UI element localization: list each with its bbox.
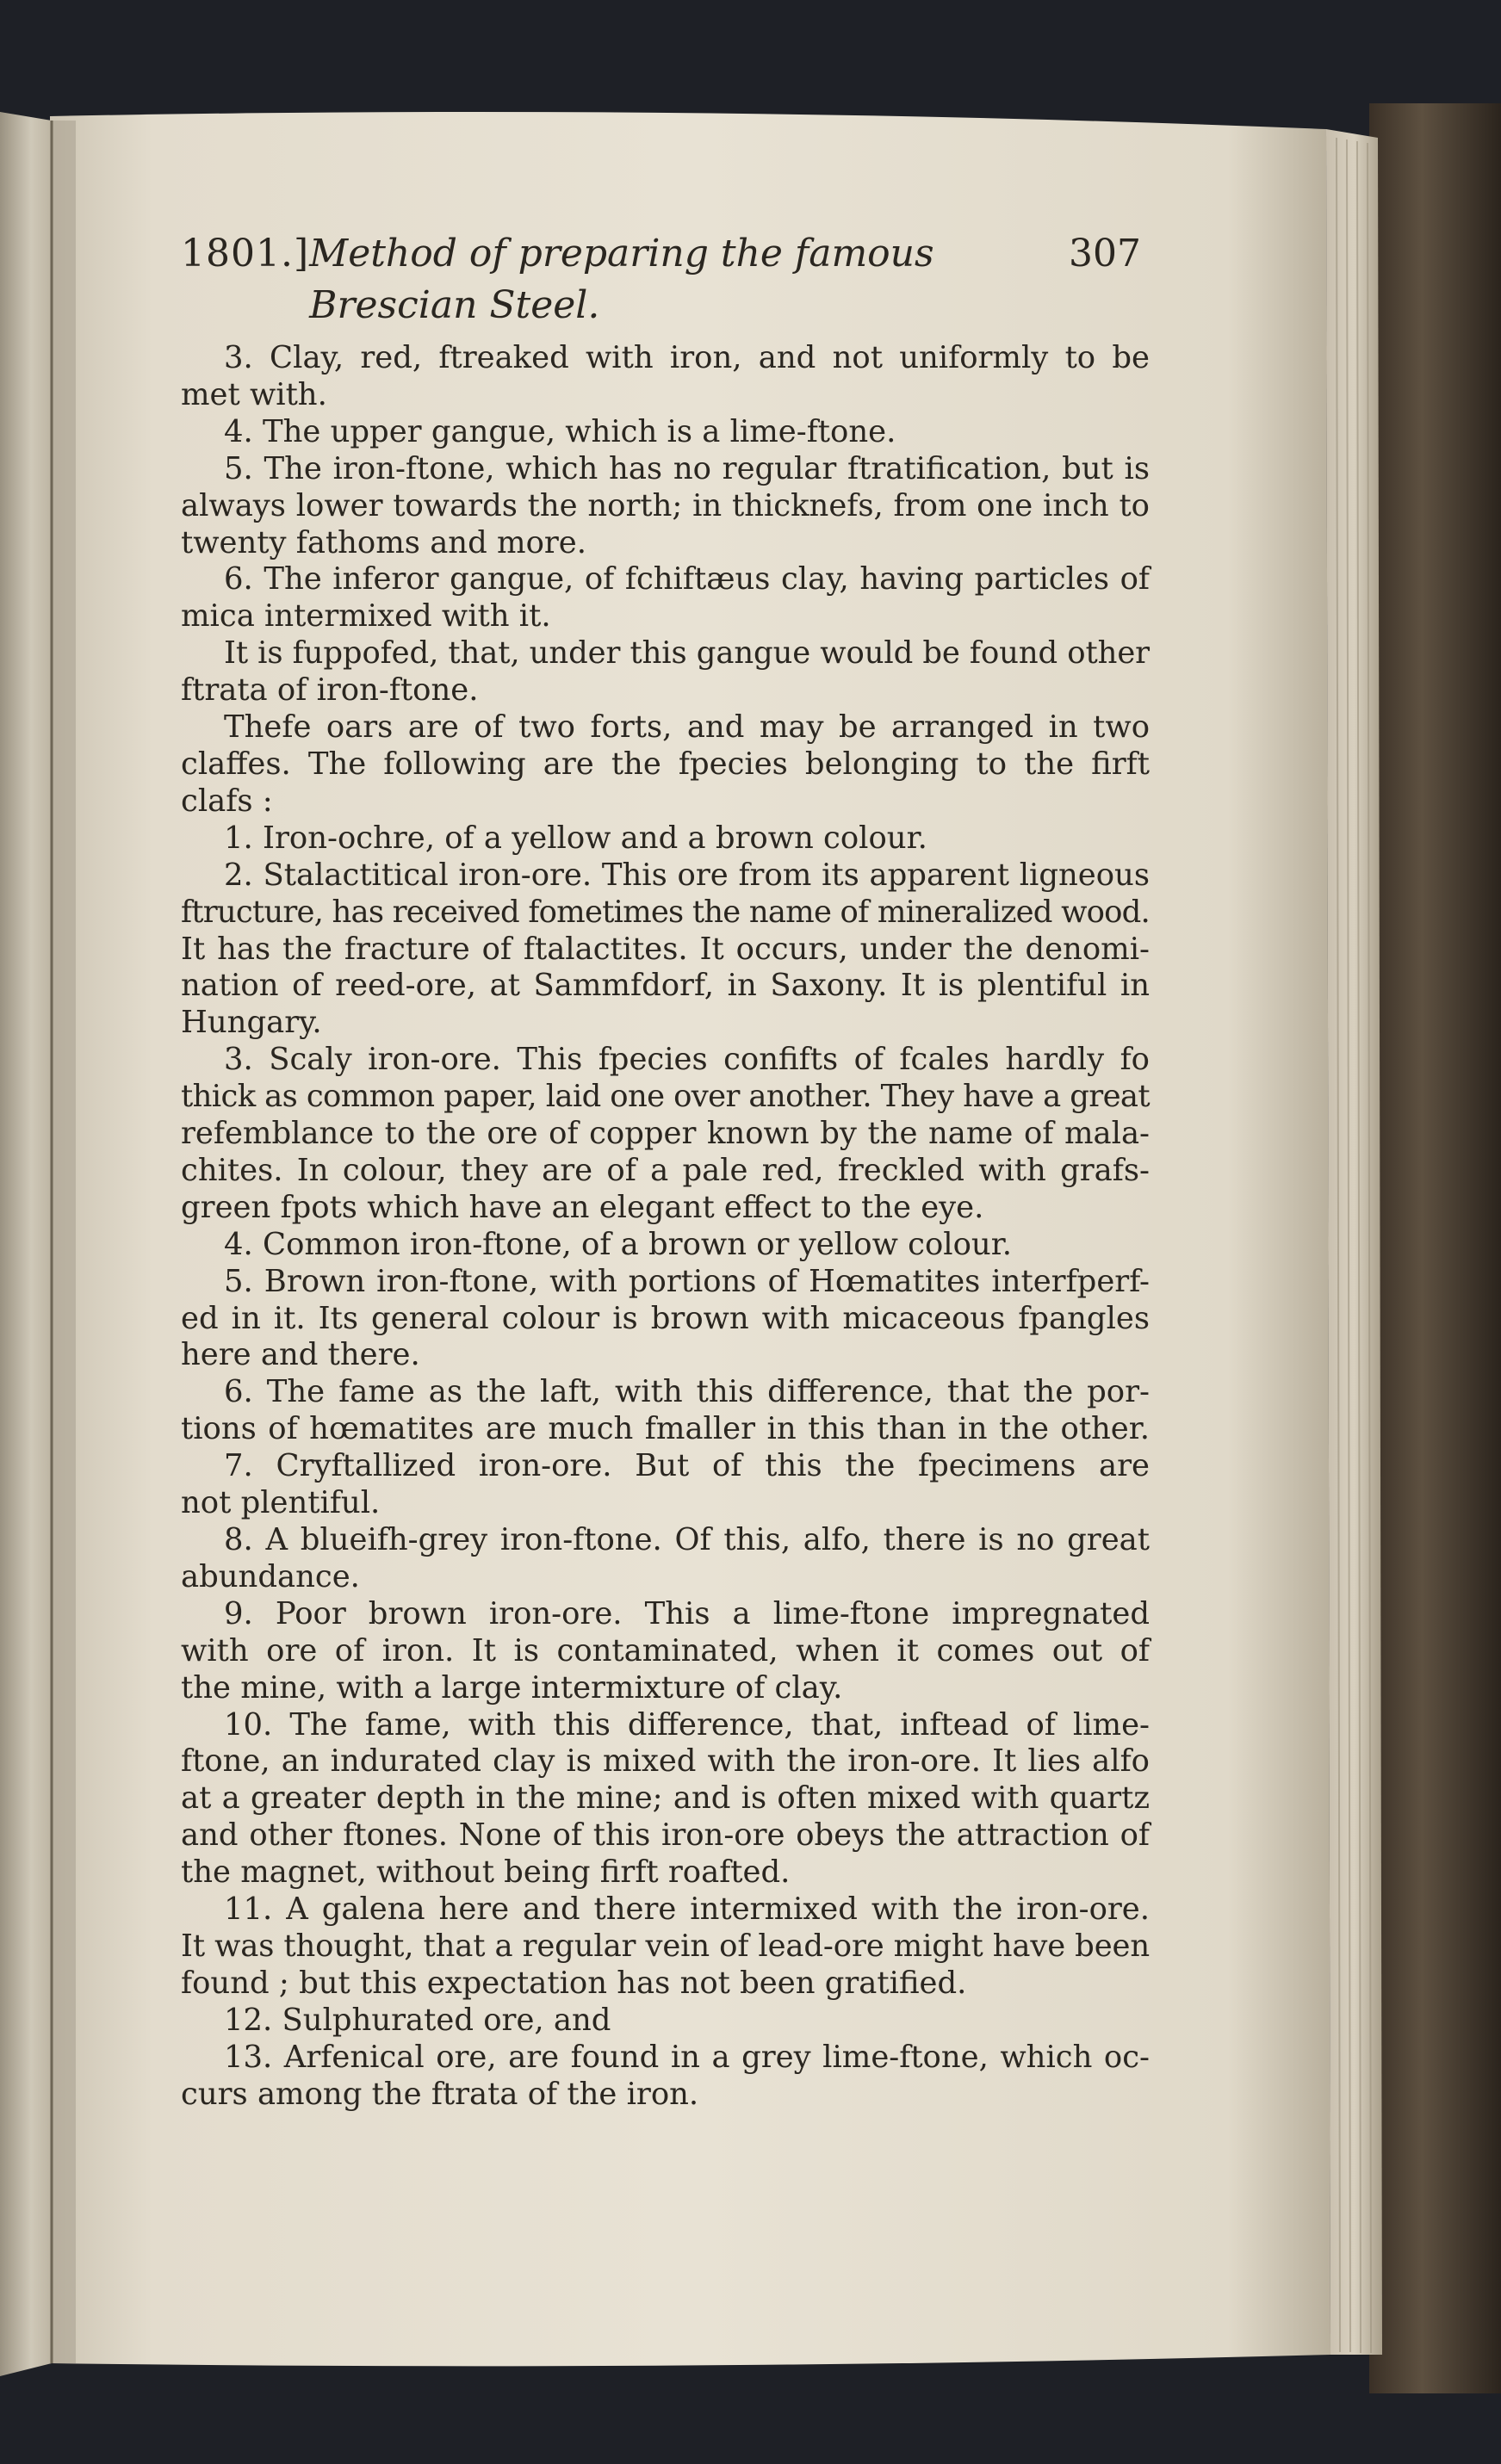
text-line: clafs : [181, 783, 273, 819]
text-line: 9. Poor brown iron-ore. This a lime-ftone impregnated [224, 1595, 1150, 1631]
text-line: not plentiful. [181, 1485, 381, 1521]
text-line: ftone, an indurated clay is mixed with the iron-ore. It lies alfo [181, 1743, 1150, 1780]
text-line: It is fuppofed, that, under this gangue would be found other [224, 635, 1150, 672]
text-line: Thefe oars are of two forts, and may be arranged in two [224, 709, 1150, 746]
text-line: always lower towards the north; in thicknefs, from one inch to [181, 487, 1150, 523]
text-line: 8. A blueifh-grey iron-ftone. Of this, alfo, there is no great [224, 1522, 1150, 1557]
text-line: and other ftones. None of this iron-ore obeys the attraction of [181, 1817, 1150, 1854]
text-line: ed in it. Its general colour is brown with micaceous fpangles [181, 1300, 1150, 1336]
text-line: mica intermixed with it. [181, 598, 551, 635]
text-line: here and there. [181, 1337, 420, 1373]
text-line: met with. [181, 376, 327, 412]
text-line: It has the fracture of ftalactites. It occurs, under the denomi- [181, 931, 1150, 967]
text-line: the mine, with a large intermixture of clay. [181, 1669, 843, 1706]
book-cover [1369, 103, 1501, 2393]
header-year: 1801.] [181, 232, 310, 275]
text-line: 10. The fame, with this difference, that, inftead of lime- [224, 1706, 1150, 1743]
text-line: nation of reed-ore, at Sammfdorf, in Saxony. It is plentiful in [181, 968, 1150, 1004]
text-line: Hungary. [181, 1005, 322, 1041]
text-line: green fpots which have an elegant effect to the eye. [181, 1189, 984, 1225]
text-line: twenty fathoms and more. [181, 524, 586, 560]
text-line: It was thought, that a regular vein of lead-ore might have been [181, 1928, 1150, 1964]
text-line: 4. Common iron-ftone, of a brown or yellow colour. [224, 1226, 1012, 1262]
text-line: 3. Scaly iron-ore. This fpecies confifts of fcales hardly fo [224, 1042, 1150, 1078]
text-line: 11. A galena here and there intermixed with the iron-ore. [224, 1891, 1150, 1928]
text-line: 12. Sulphurated ore, and [224, 2002, 611, 2038]
text-line: 2. Stalactitical iron-ore. This ore from its apparent ligneous [224, 857, 1150, 893]
text-line: 1. Iron-ochre, of a yellow and a brown colour. [224, 820, 927, 856]
text-line: 4. The upper gangue, which is a lime-ftone. [224, 413, 896, 449]
text-line: 5. Brown iron-ftone, with portions of Hœmatites interfperf- [224, 1263, 1150, 1299]
text-line: 6. The fame as the laft, with this difference, that the por- [224, 1374, 1150, 1410]
text-line: at a greater depth in the mine; and is often mixed with quartz [181, 1780, 1150, 1817]
page-stack [1326, 129, 1382, 2355]
text-line: ftrata of iron-ftone. [181, 672, 479, 709]
text-line: 7. Cryftallized iron-ore. But of this the fpecimens are [224, 1448, 1150, 1484]
text-line: 5. The iron-ftone, which has no regular ftratification, but is [224, 450, 1150, 486]
text-line: found ; but this expectation has not been gratified. [181, 1965, 967, 2001]
text-line: abundance. [181, 1558, 360, 1594]
text-line: ftructure, has received fometimes the name of mineralized wood. [181, 894, 1150, 930]
text-line: claffes. The following are the fpecies belonging to the firft [181, 746, 1150, 782]
text-line: with ore of iron. It is contaminated, when it comes out of [181, 1632, 1150, 1668]
header-title: Method of preparing the famous Brescian Steel. [309, 232, 934, 327]
left-page-edge [0, 112, 52, 2376]
text-line: refemblance to the ore of copper known by the name of mala- [181, 1116, 1150, 1152]
text-line: chites. In colour, they are of a pale red, freckled with grafs- [181, 1152, 1150, 1188]
text-line: curs among the ftrata of the iron. [181, 2076, 699, 2112]
running-head [181, 228, 1150, 331]
body-text [181, 340, 1150, 2114]
text-line: 6. The inferor gangue, of fchiftæus clay, having particles of [224, 561, 1150, 597]
text-line: the magnet, without being firft roafted. [181, 1854, 791, 1891]
page-content [181, 228, 1150, 2114]
text-line: 13. Arfenical ore, are found in a grey lime-ftone, which oc- [224, 2039, 1150, 2075]
text-line: 3. Clay, red, ftreaked with iron, and not uniformly to be [224, 340, 1150, 375]
text-line: tions of hœmatites are much fmaller in this than in the other. [181, 1411, 1150, 1447]
text-line: thick as common paper, laid one over another. They have a great [181, 1079, 1150, 1115]
page-number: 307 [1069, 232, 1141, 275]
